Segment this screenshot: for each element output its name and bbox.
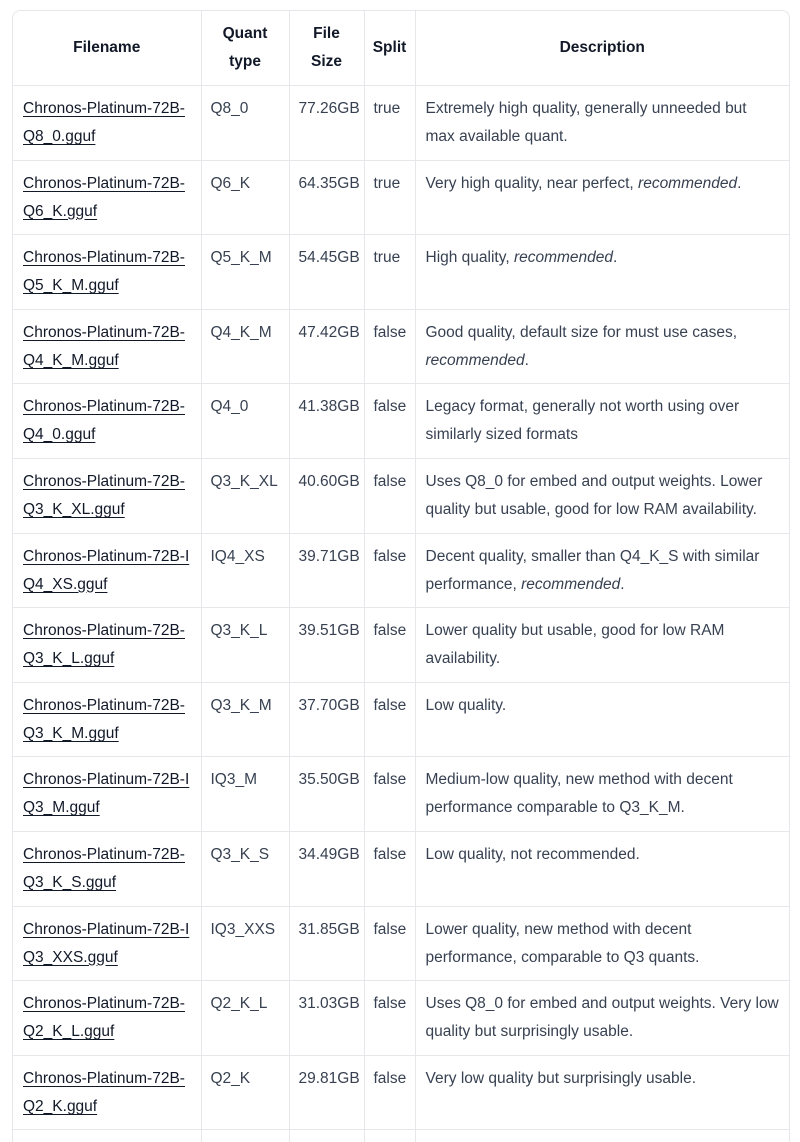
description-text: Decent quality, smaller than Q4_K_S with similar performance,: [425, 547, 760, 593]
description-text: Very low quality but surprisingly usable.: [425, 1069, 697, 1087]
file-size-cell: 41.38GB: [289, 384, 364, 459]
quant-type-cell: Q3_K_XL: [201, 458, 289, 533]
description-emphasis: recommended: [521, 575, 621, 593]
filename-link[interactable]: Chronos-Platinum-72B-IQ3_M.gguf: [23, 771, 190, 817]
table-row: [13, 235, 789, 310]
quant-type-cell: Q3_K_M: [201, 682, 289, 757]
file-size-cell: 31.03GB: [289, 981, 364, 1056]
table-row: [13, 682, 789, 757]
header-file-size: File Size: [289, 11, 364, 86]
description-text: Low quality.: [425, 696, 507, 714]
description-text: High quality,: [425, 249, 514, 267]
quant-type-cell: Q3_K_L: [201, 608, 289, 683]
description-text: Uses Q8_0 for embed and output weights. Lower quality but usable, good for low RAM availability.: [425, 472, 763, 518]
file-size-cell: 39.51GB: [289, 608, 364, 683]
file-size-cell: 54.45GB: [289, 235, 364, 310]
table-body: [13, 86, 789, 1142]
description-text: Uses Q8_0 for embed and output weights. Very low quality but surprisingly usable.: [425, 995, 779, 1041]
header-description: Description: [415, 11, 789, 86]
file-size-cell: 47.42GB: [289, 309, 364, 384]
filename-cell: [13, 533, 201, 608]
filename-cell: [13, 906, 201, 981]
split-cell: true: [364, 235, 415, 310]
table-row: [13, 86, 789, 161]
description-cell: [415, 160, 789, 235]
table-row: [13, 906, 789, 981]
filename-link[interactable]: Chronos-Platinum-72B-Q5_K_M.gguf: [23, 249, 185, 295]
file-size-cell: 39.71GB: [289, 533, 364, 608]
description-cell: [415, 384, 789, 459]
table-row: [13, 608, 789, 683]
table-row: [13, 1055, 789, 1130]
split-cell: true: [364, 160, 415, 235]
filename-link[interactable]: Chronos-Platinum-72B-Q8_0.gguf: [23, 100, 185, 145]
quant-type-cell: Q8_0: [201, 86, 289, 161]
description-cell: [415, 831, 789, 906]
split-cell: false: [364, 981, 415, 1056]
filename-link[interactable]: Chronos-Platinum-72B-Q3_K_L.gguf: [23, 622, 185, 668]
quant-type-cell: IQ3_M: [201, 757, 289, 832]
filename-cell: [13, 757, 201, 832]
header-row: [13, 11, 789, 86]
file-size-cell: 64.35GB: [289, 160, 364, 235]
table-row: [13, 160, 789, 235]
filename-cell: [13, 309, 201, 384]
description-text: Good quality, default size for must use cases,: [425, 323, 738, 341]
description-tail: .: [613, 249, 618, 267]
split-cell: false: [364, 757, 415, 832]
quant-type-cell: Q4_K_M: [201, 309, 289, 384]
description-cell: [415, 1055, 789, 1130]
description-cell: [415, 608, 789, 683]
description-cell: [415, 309, 789, 384]
description-emphasis: recommended: [638, 174, 738, 192]
empty-cell: [289, 1130, 364, 1142]
filename-cell: [13, 86, 201, 161]
description-text: Extremely high quality, generally unneeded but max available quant.: [425, 100, 747, 145]
filename-cell: [13, 981, 201, 1056]
description-text: Lower quality but usable, good for low RAM availability.: [425, 622, 725, 668]
filename-cell: [13, 160, 201, 235]
description-text: Legacy format, generally not worth using over similarly sized formats: [425, 398, 740, 444]
split-cell: false: [364, 533, 415, 608]
table-row: [13, 458, 789, 533]
file-size-cell: 35.50GB: [289, 757, 364, 832]
description-text: Lower quality, new method with decent performance, comparable to Q3 quants.: [425, 920, 700, 966]
file-size-cell: 77.26GB: [289, 86, 364, 161]
description-cell: [415, 981, 789, 1056]
description-text: Low quality, not recommended.: [425, 845, 640, 863]
description-cell: [415, 757, 789, 832]
filename-cell: [13, 831, 201, 906]
table-row: [13, 757, 789, 832]
quant-type-cell: Q3_K_S: [201, 831, 289, 906]
description-tail: .: [524, 351, 529, 369]
description-cell: [415, 906, 789, 981]
filename-link[interactable]: Chronos-Platinum-72B-Q3_K_S.gguf: [23, 845, 185, 891]
split-cell: false: [364, 1055, 415, 1130]
description-cell: [415, 682, 789, 757]
description-cell: [415, 458, 789, 533]
header-quant-type: Quant type: [201, 11, 289, 86]
empty-cell: [201, 1130, 289, 1142]
description-text: Very high quality, near perfect,: [425, 174, 639, 192]
table-row: [13, 831, 789, 906]
description-text: Medium-low quality, new method with decent performance comparable to Q3_K_M.: [425, 771, 733, 817]
table-row: [13, 309, 789, 384]
filename-cell: [13, 608, 201, 683]
filename-link[interactable]: Chronos-Platinum-72B-IQ4_XS.gguf: [23, 547, 190, 593]
quant-type-cell: Q6_K: [201, 160, 289, 235]
filename-link[interactable]: Chronos-Platinum-72B-Q3_K_XL.gguf: [23, 472, 185, 518]
description-tail: .: [737, 174, 742, 192]
file-size-cell: 31.85GB: [289, 906, 364, 981]
table-row: [13, 384, 789, 459]
split-cell: true: [364, 86, 415, 161]
quant-type-cell: Q4_0: [201, 384, 289, 459]
split-cell: false: [364, 608, 415, 683]
filename-link[interactable]: Chronos-Platinum-72B-Q3_K_M.gguf: [23, 696, 185, 742]
filename-cell: [13, 1055, 201, 1130]
filename-cell: [13, 384, 201, 459]
description-emphasis: recommended: [513, 249, 614, 267]
quant-type-cell: Q2_K: [201, 1055, 289, 1130]
description-cell: [415, 533, 789, 608]
quant-table-container: [12, 10, 790, 1142]
description-tail: .: [620, 575, 625, 593]
filename-cell: [13, 682, 201, 757]
empty-cell: [415, 1130, 789, 1142]
filename-cell: [13, 458, 201, 533]
header-split: Split: [364, 11, 415, 86]
quant-type-cell: Q5_K_M: [201, 235, 289, 310]
filename-link[interactable]: Chronos-Platinum-72B-Q4_0.gguf: [23, 398, 185, 444]
table-row-partial: [13, 1130, 789, 1142]
split-cell: false: [364, 384, 415, 459]
split-cell: false: [364, 682, 415, 757]
file-size-cell: 34.49GB: [289, 831, 364, 906]
split-cell: false: [364, 906, 415, 981]
table-row: [13, 981, 789, 1056]
empty-cell: [364, 1130, 415, 1142]
table-header: [13, 11, 789, 86]
description-cell: [415, 235, 789, 310]
description-emphasis: recommended: [425, 351, 525, 369]
header-filename: Filename: [13, 11, 201, 86]
file-size-cell: 29.81GB: [289, 1055, 364, 1130]
file-size-cell: 37.70GB: [289, 682, 364, 757]
quant-type-cell: IQ4_XS: [201, 533, 289, 608]
table-row: [13, 533, 789, 608]
filename-link[interactable]: Chronos-Platinum-72B-Q2_K_L.gguf: [23, 995, 185, 1041]
split-cell: false: [364, 831, 415, 906]
filename-cell: [13, 235, 201, 310]
split-cell: false: [364, 458, 415, 533]
quant-table: [13, 11, 789, 1142]
empty-cell: [13, 1130, 201, 1142]
quant-type-cell: Q2_K_L: [201, 981, 289, 1056]
split-cell: false: [364, 309, 415, 384]
filename-link[interactable]: Chronos-Platinum-72B-IQ3_XXS.gguf: [23, 920, 190, 966]
quant-type-cell: IQ3_XXS: [201, 906, 289, 981]
filename-link[interactable]: Chronos-Platinum-72B-Q4_K_M.gguf: [23, 323, 185, 369]
file-size-cell: 40.60GB: [289, 458, 364, 533]
description-cell: [415, 86, 789, 161]
filename-link[interactable]: Chronos-Platinum-72B-Q2_K.gguf: [23, 1069, 185, 1115]
filename-link[interactable]: Chronos-Platinum-72B-Q6_K.gguf: [23, 174, 185, 220]
